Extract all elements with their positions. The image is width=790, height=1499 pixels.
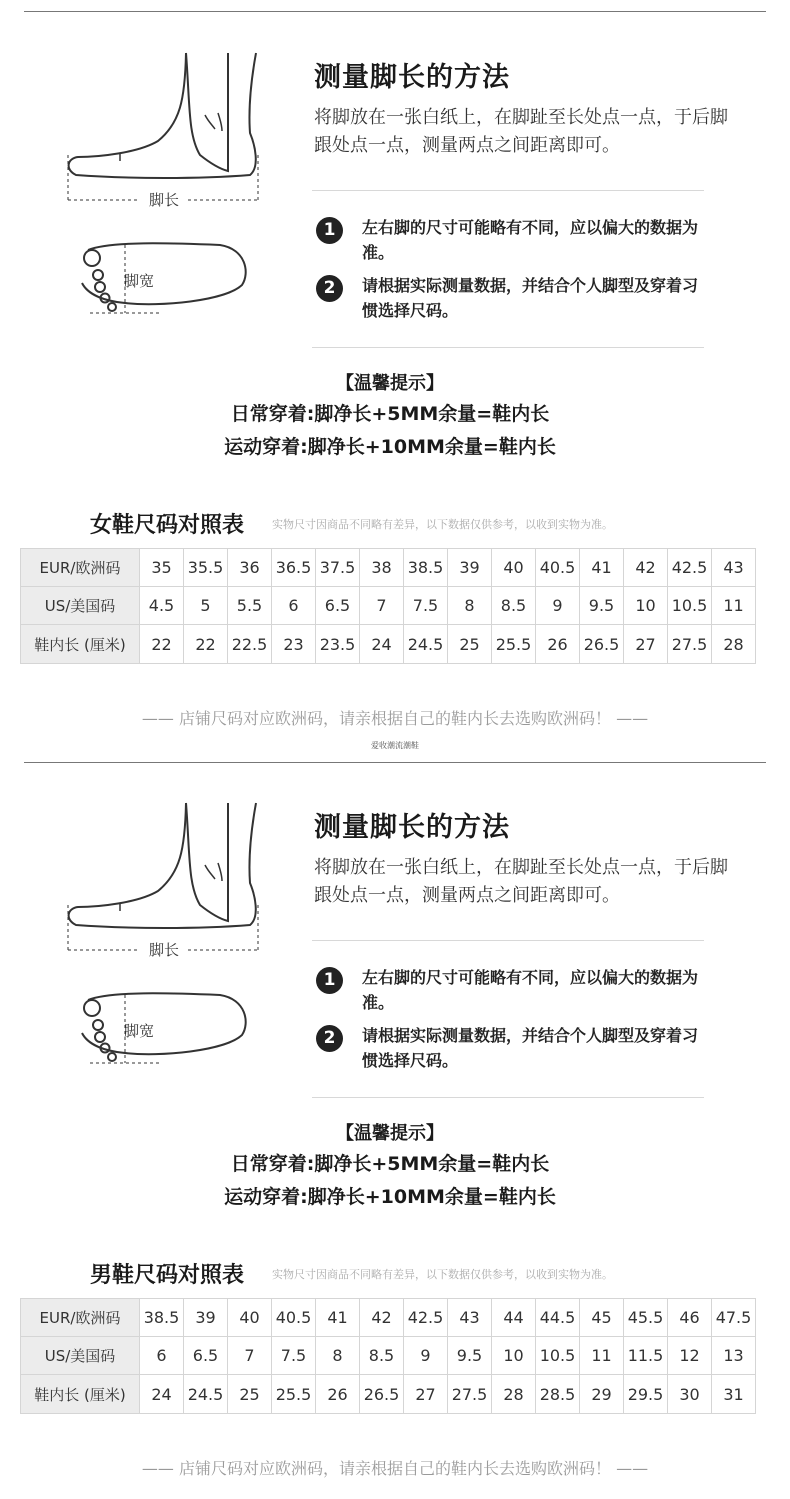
foot-illustration-icon: [50, 45, 270, 325]
table-cell: 26: [536, 625, 580, 664]
table-cell: 26.5: [360, 1375, 404, 1414]
table-cell: 7: [228, 1337, 272, 1375]
table-cell: 26.5: [580, 625, 624, 664]
table-cell: 40.5: [272, 1299, 316, 1337]
foot-length-label: 脚长: [145, 939, 183, 960]
method-title: 测量脚长的方法: [314, 812, 510, 843]
method-description: 将脚放在一张白纸上，在脚趾至长处点一点，于后脚跟处点一点，测量两点之间距离即可。: [314, 857, 728, 906]
divider: [312, 940, 704, 941]
tips-title: 【温馨提示】: [336, 373, 444, 394]
top-divider: [24, 11, 766, 12]
table-cell: 38: [360, 549, 404, 587]
tips-line: 运动穿着:脚净长+10MM余量=鞋内长: [224, 1186, 556, 1208]
table-cell: 35.5: [184, 549, 228, 587]
table-cell: 22.5: [228, 625, 272, 664]
table-cell: 24.5: [404, 625, 448, 664]
foot-diagram: [50, 45, 270, 325]
table-cell: 27.5: [668, 625, 712, 664]
table-cell: 10.5: [668, 587, 712, 625]
table-cell: 24: [140, 1375, 184, 1414]
foot-illustration-icon: [50, 795, 270, 1075]
foot-width-label: 脚宽: [124, 1022, 155, 1040]
table-cell: 42.5: [668, 549, 712, 587]
table-cell: 36.5: [272, 549, 316, 587]
divider: [312, 1097, 704, 1098]
table-cell: 41: [316, 1299, 360, 1337]
table-cell: 9: [536, 587, 580, 625]
table-cell: 7.5: [404, 587, 448, 625]
table-row: [21, 1337, 756, 1375]
table-cell: 27: [404, 1375, 448, 1414]
tips-block: [180, 1120, 600, 1214]
tips-title: 【温馨提示】: [336, 1123, 444, 1144]
row-header: EUR/欧洲码: [21, 549, 140, 587]
table-cell: 23.5: [316, 625, 360, 664]
size-table: [20, 1298, 756, 1414]
table-cell: 45.5: [624, 1299, 668, 1337]
divider: [312, 347, 704, 348]
table-cell: 22: [140, 625, 184, 664]
table-cell: 35: [140, 549, 184, 587]
bottom-note: —— 店铺尺码对应欧洲码，请亲根据自己的鞋内长去选购欧洲码！ ——: [141, 1459, 649, 1478]
table-row: [21, 1375, 756, 1414]
table-cell: 24.5: [184, 1375, 228, 1414]
tips-line: 日常穿着:脚净长+5MM余量=鞋内长: [230, 403, 550, 425]
method-title: 测量脚长的方法: [314, 62, 510, 93]
divider: [312, 190, 704, 191]
table-cell: 8: [448, 587, 492, 625]
row-header: 鞋内长 (厘米): [21, 625, 140, 664]
table-cell: 27.5: [448, 1375, 492, 1414]
bottom-note: —— 店铺尺码对应欧洲码，请亲根据自己的鞋内长去选购欧洲码！ ——: [141, 709, 649, 728]
table-cell: 25.5: [272, 1375, 316, 1414]
table-cell: 37.5: [316, 549, 360, 587]
table-cell: 11: [712, 587, 756, 625]
table-cell: 41: [580, 549, 624, 587]
table-title: 女鞋尺码对照表: [90, 513, 245, 538]
table-cell: 6: [140, 1337, 184, 1375]
table-cell: 25: [228, 1375, 272, 1414]
table-cell: 47.5: [712, 1299, 756, 1337]
foot-width-label: 脚宽: [124, 272, 155, 290]
table-cell: 25: [448, 625, 492, 664]
table-cell: 44.5: [536, 1299, 580, 1337]
table-cell: 6.5: [184, 1337, 228, 1375]
table-cell: 11.5: [624, 1337, 668, 1375]
table-cell: 29.5: [624, 1375, 668, 1414]
note-text: 左右脚的尺寸可能略有不同，应以偏大的数据为准。: [362, 968, 699, 1012]
table-cell: 42: [624, 549, 668, 587]
table-cell: 22: [184, 625, 228, 664]
foot-diagram: [50, 795, 270, 1075]
table-cell: 23: [272, 625, 316, 664]
note-text: 请根据实际测量数据，并结合个人脚型及穿着习惯选择尺码。: [362, 1026, 699, 1070]
table-cell: 8: [316, 1337, 360, 1375]
table-cell: 10.5: [536, 1337, 580, 1375]
table-row: [21, 625, 756, 664]
table-cell: 28: [492, 1375, 536, 1414]
table-row: [21, 549, 756, 587]
table-cell: 10: [624, 587, 668, 625]
table-cell: 39: [448, 549, 492, 587]
table-cell: 13: [712, 1337, 756, 1375]
row-header: 鞋内长 (厘米): [21, 1375, 140, 1414]
table-cell: 5: [184, 587, 228, 625]
table-cell: 9.5: [448, 1337, 492, 1375]
table-cell: 5.5: [228, 587, 272, 625]
row-header: EUR/欧洲码: [21, 1299, 140, 1337]
table-cell: 29: [580, 1375, 624, 1414]
row-header: US/美国码: [21, 1337, 140, 1375]
table-cell: 36: [228, 549, 272, 587]
tips-line: 日常穿着:脚净长+5MM余量=鞋内长: [230, 1153, 550, 1175]
size-guide-men: [0, 750, 790, 1499]
table-cell: 42.5: [404, 1299, 448, 1337]
table-cell: 24: [360, 625, 404, 664]
table-cell: 28: [712, 625, 756, 664]
table-subtitle: 实物尺寸因商品不同略有差异，以下数据仅供参考，以收到实物为准。: [272, 518, 613, 531]
size-table: [20, 548, 756, 664]
table-cell: 43: [448, 1299, 492, 1337]
table-cell: 10: [492, 1337, 536, 1375]
table-cell: 31: [712, 1375, 756, 1414]
table-cell: 9: [404, 1337, 448, 1375]
table-cell: 40.5: [536, 549, 580, 587]
table-cell: 27: [624, 625, 668, 664]
note-number: 2: [316, 1025, 343, 1052]
method-description: 将脚放在一张白纸上，在脚趾至长处点一点，于后脚跟处点一点，测量两点之间距离即可。: [314, 107, 728, 156]
table-cell: 7: [360, 587, 404, 625]
table-cell: 8.5: [360, 1337, 404, 1375]
table-cell: 45: [580, 1299, 624, 1337]
size-guide-women: [0, 0, 790, 749]
note-number: 2: [316, 275, 343, 302]
table-cell: 11: [580, 1337, 624, 1375]
foot-length-label: 脚长: [145, 189, 183, 210]
table-cell: 25.5: [492, 625, 536, 664]
table-cell: 4.5: [140, 587, 184, 625]
table-cell: 44: [492, 1299, 536, 1337]
watermark: 爱收潮流潮鞋: [371, 741, 419, 750]
table-cell: 9.5: [580, 587, 624, 625]
note-number: 1: [316, 217, 343, 244]
table-cell: 30: [668, 1375, 712, 1414]
table-cell: 7.5: [272, 1337, 316, 1375]
table-row: [21, 1299, 756, 1337]
table-title: 男鞋尺码对照表: [90, 1263, 245, 1288]
table-cell: 39: [184, 1299, 228, 1337]
table-cell: 43: [712, 549, 756, 587]
table-cell: 6: [272, 587, 316, 625]
table-cell: 26: [316, 1375, 360, 1414]
tips-line: 运动穿着:脚净长+10MM余量=鞋内长: [224, 436, 556, 458]
table-cell: 28.5: [536, 1375, 580, 1414]
table-cell: 6.5: [316, 587, 360, 625]
table-cell: 40: [228, 1299, 272, 1337]
table-cell: 38.5: [140, 1299, 184, 1337]
table-cell: 12: [668, 1337, 712, 1375]
table-cell: 40: [492, 549, 536, 587]
tips-block: [180, 370, 600, 464]
note-text: 请根据实际测量数据，并结合个人脚型及穿着习惯选择尺码。: [362, 276, 699, 320]
table-row: [21, 587, 756, 625]
table-cell: 42: [360, 1299, 404, 1337]
row-header: US/美国码: [21, 587, 140, 625]
table-subtitle: 实物尺寸因商品不同略有差异，以下数据仅供参考，以收到实物为准。: [272, 1268, 613, 1281]
note-text: 左右脚的尺寸可能略有不同，应以偏大的数据为准。: [362, 218, 699, 262]
table-cell: 46: [668, 1299, 712, 1337]
table-cell: 38.5: [404, 549, 448, 587]
note-number: 1: [316, 967, 343, 994]
table-cell: 8.5: [492, 587, 536, 625]
